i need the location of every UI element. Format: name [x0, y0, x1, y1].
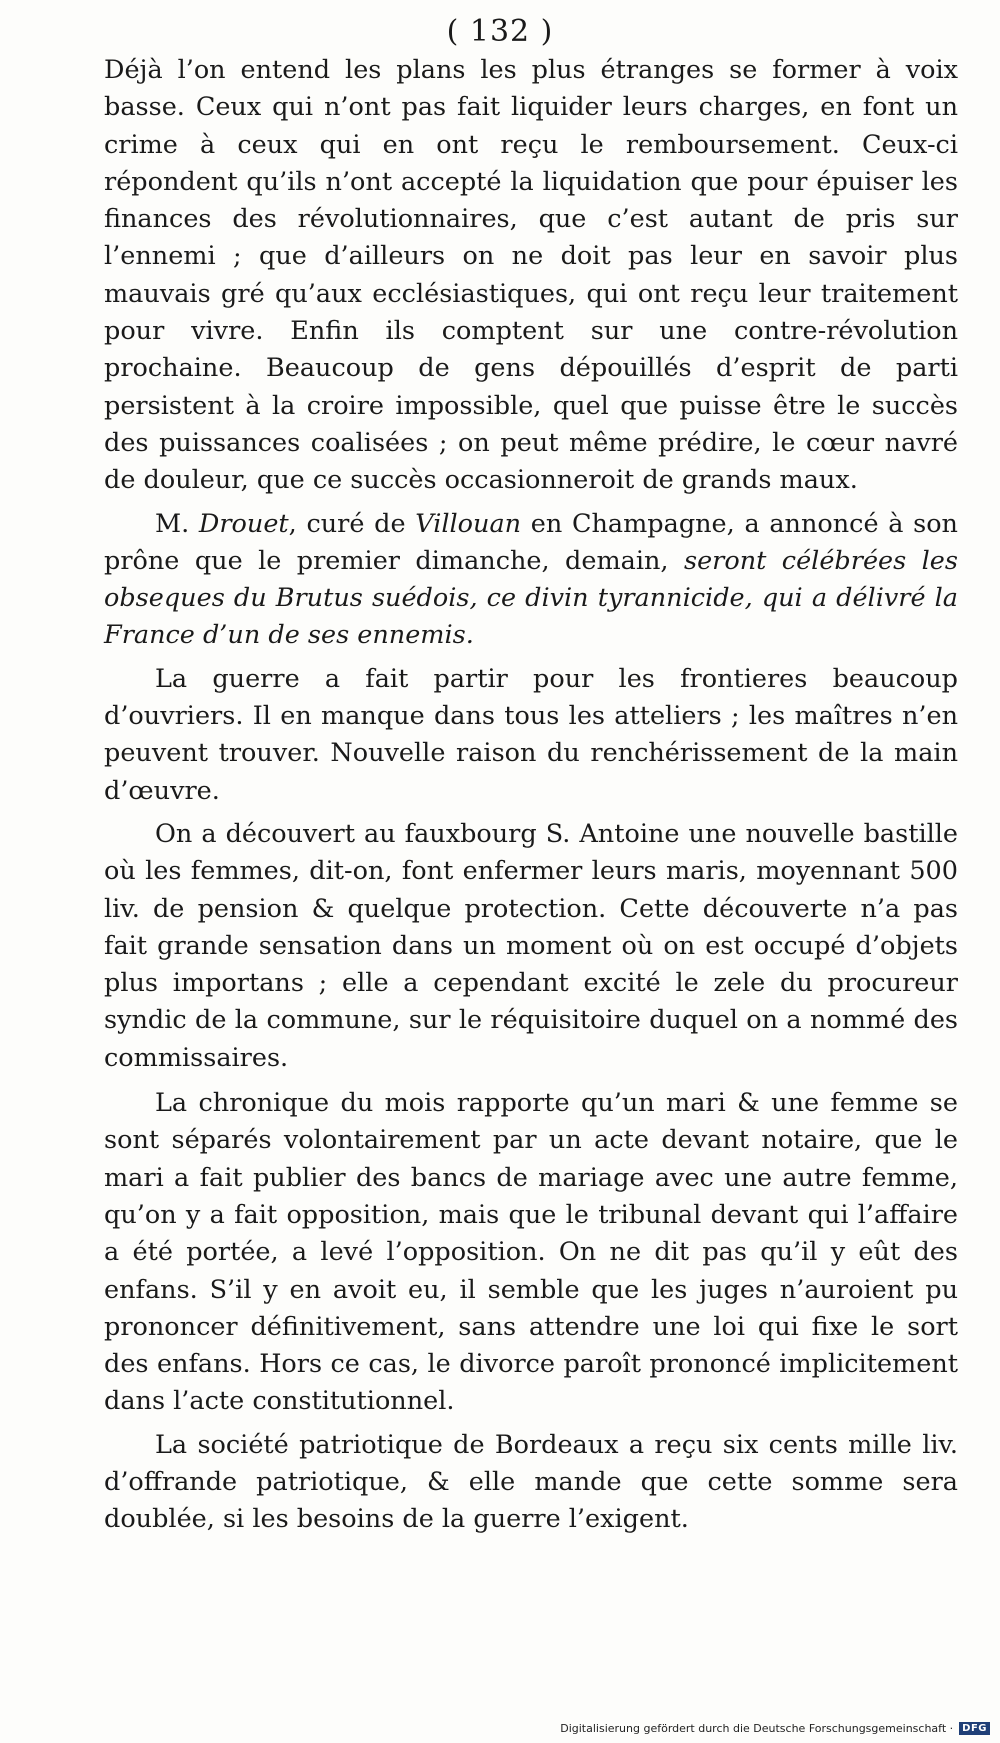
text-run: , curé de: [288, 508, 416, 539]
text-run: en Champagne, a annoncé à son prône que le premier dimanche, demain,: [104, 508, 958, 576]
italic-text-run: seront célébrées les obseques du Brutus suédois, ce divin tyrannicide, qui a délivré la France d’un de ses ennemis.: [104, 545, 958, 651]
italic-text-run: Drouet: [198, 508, 289, 539]
paragraph: [104, 506, 958, 655]
page-number: ( 132 ): [446, 14, 554, 49]
text-run: Déjà l’on entend les plans les plus étranges se former à voix basse. Ceux qui n’ont pas fait liquider leurs charges, en font un crime à ceux qui en ont reçu le remboursement. Ceux-ci répondent qu’ils n’ont accepté la liquidation que pour épuiser les finances des révolutionnaires, que c’est autant de pris sur l’ennemi ; que d’ailleurs on ne doit pas leur en savoir plus mauvais gré qu’aux ecclésiastiques, qui ont reçu leur traitement pour vivre. Enfin ils comptent sur une contre-révolution prochaine. Beaucoup de gens dépouillés d’esprit de parti persistent à la croire impossible, quel que puisse être le succès des puissances coalisées ; on peut même prédire, le cœur navré de douleur, que ce succès occasionneroit de grands maux.: [104, 55, 958, 496]
digitization-credit: [560, 1722, 990, 1735]
dfg-logo: DFG: [959, 1722, 990, 1735]
italic-text-run: Villouan: [415, 508, 522, 539]
text-run: M.: [155, 508, 199, 539]
text-run: On a découvert au fauxbourg S. Antoine une nouvelle bastille où les femmes, dit-on, font enfermer leurs maris, moyennant 500 liv. de pension & quelque protection. Cette découverte n’a pas fait grande sensation dans un moment où on est occupé d’objets plus importans ; elle a cependant excité le zele du procureur syndic de la commune, sur le réquisitoire duquel on a nommé des commissaires.: [104, 818, 958, 1073]
paragraph: [104, 816, 958, 1077]
paragraph: [104, 1427, 958, 1539]
text-run: La guerre a fait partir pour les frontieres beaucoup d’ouvriers. Il en manque dans tous les atteliers ; les maîtres n’en peuvent trouver. Nouvelle raison du renchérissement de la main d’œuvre.: [104, 663, 958, 806]
paragraph: [104, 52, 958, 500]
digitization-credit-text: Digitalisierung gefördert durch die Deutsche Forschungsgemeinschaft ·: [560, 1722, 954, 1735]
paragraph: [104, 661, 958, 810]
paragraph: [104, 1085, 958, 1421]
text-run: La chronique du mois rapporte qu’un mari & une femme se sont séparés volontairement par un acte devant notaire, que le mari a fait publier des bancs de mariage avec une autre femme, qu’on y a fait opposition, mais que le tribunal devant qui l’affaire a été portée, a levé l’opposition. On ne dit pas qu’il y eût des enfans. S’il y en avoit eu, il semble que les juges n’auroient pu prononcer définitivement, sans attendre une loi qui fixe le sort des enfans. Hors ce cas, le divorce paroît prononcé implicitement dans l’acte constitutionnel.: [104, 1088, 958, 1417]
text-run: La société patriotique de Bordeaux a reçu six cents mille liv. d’offrande patriotique, & elle mande que cette somme sera doublée, si les besoins de la guerre l’exigent.: [104, 1429, 958, 1535]
body-text: [104, 52, 958, 1545]
